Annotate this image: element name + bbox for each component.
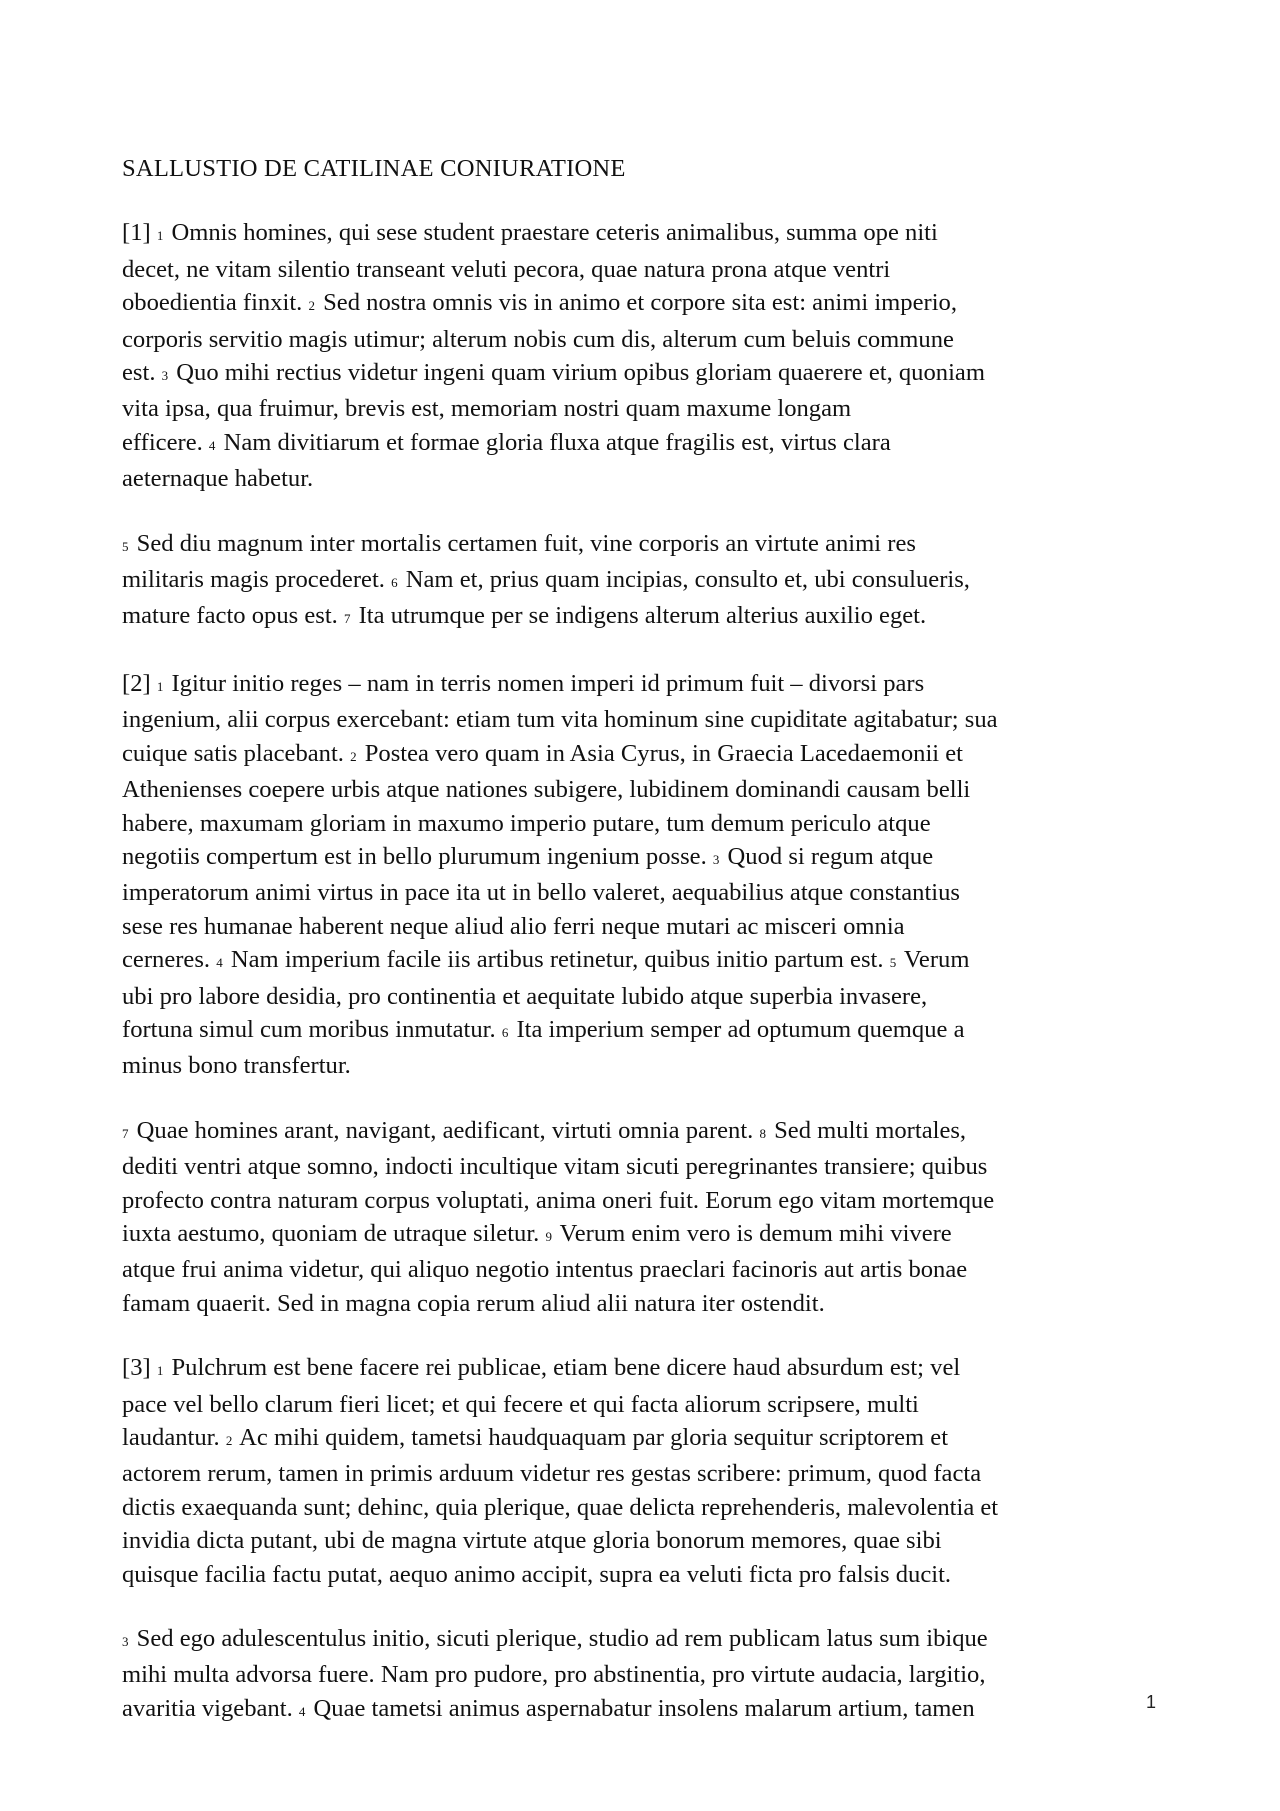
text-segment: militaris magis procederet. <box>122 566 392 594</box>
text-segment: cerneres. <box>122 946 217 974</box>
text-line <box>122 773 1172 806</box>
text-segment: Verum <box>898 946 970 974</box>
text-line <box>122 807 1172 840</box>
text-segment: decet, ne vitam silentio transeant veluti pecora, quae natura prona atque ventri <box>122 255 891 283</box>
verse-number: 1 <box>156 1363 164 1379</box>
verse-number: 4 <box>298 1703 306 1719</box>
text-line <box>122 1287 1172 1320</box>
page-number: 1 <box>1146 1692 1157 1712</box>
verse-number: 4 <box>216 955 223 971</box>
text-segment: avaritia vigebant. <box>122 1694 299 1722</box>
paragraph <box>122 216 1172 495</box>
verse-number: 7 <box>343 611 351 627</box>
text-line <box>122 1013 1172 1049</box>
verse-number: 8 <box>759 1125 766 1141</box>
text-segment: est. <box>122 359 162 387</box>
text-segment: Ita utrumque per se indigens alterum alterius auxilio eget. <box>352 602 927 630</box>
text-line <box>122 1421 1172 1457</box>
text-segment: mature facto opus est. <box>122 602 344 630</box>
text-line <box>122 253 1172 286</box>
text-segment: Postea vero quam in Asia Cyrus, in Graecia Lacedaemonii et <box>358 739 964 767</box>
text-segment: profecto contra naturam corpus voluptati, anima oneri fuit. Eorum ego vitam mortemque <box>122 1186 995 1214</box>
text-segment: Nam divitiarum et formae gloria fluxa atque fragilis est, virtus clara <box>217 428 891 456</box>
text-segment: Quae tametsi animus aspernabatur insolens malarum artium, tamen <box>307 1694 975 1722</box>
text-segment: Quae homines arant, navigant, aedificant, virtuti omnia parent. <box>130 1116 760 1144</box>
verse-number: 5 <box>122 538 129 554</box>
text-line <box>122 1524 1172 1557</box>
text-line <box>122 1558 1172 1591</box>
text-line <box>122 1114 1172 1150</box>
verse-number: 4 <box>208 437 216 453</box>
text-line <box>122 667 1172 703</box>
text-line <box>122 910 1172 943</box>
text-line <box>122 703 1172 736</box>
text-segment: Sed nostra omnis vis in animo et corpore sita est: animi imperio, <box>316 289 957 317</box>
text-segment: Quod si regum atque <box>721 842 934 870</box>
text-line <box>122 1351 1172 1387</box>
verse-number: 3 <box>122 1634 129 1650</box>
text-line <box>122 1622 1172 1658</box>
text-segment: corporis servitio magis utimur; alterum nobis cum dis, alterum cum beluis commune <box>122 325 954 353</box>
text-segment: Sed ego adulescentulus initio, sicuti plerique, studio ad rem publicam latus sum ibique <box>130 1625 988 1653</box>
verse-number: 9 <box>545 1228 552 1244</box>
text-line <box>122 462 1172 495</box>
text-segment: imperatorum animi virtus in pace ita ut in bello valeret, aequabilius atque constantius <box>122 879 961 907</box>
text-segment: ubi pro labore desidia, pro continentia et aequitate lubido atque superbia invasere, <box>122 982 928 1010</box>
document-body <box>122 152 1172 1759</box>
text-line <box>122 1457 1172 1490</box>
text-line <box>122 943 1172 979</box>
text-segment: Omnis homines, qui sese student praestare ceteris animalibus, summa ope niti <box>165 219 938 247</box>
verse-number: 1 <box>156 678 164 694</box>
text-line <box>122 426 1172 462</box>
text-line <box>122 356 1172 392</box>
text-line <box>122 1184 1172 1217</box>
verse-number: 6 <box>391 575 398 591</box>
text-line <box>122 1692 1172 1728</box>
text-segment: fortuna simul cum moribus inmutatur. <box>122 1015 502 1043</box>
text-line <box>122 737 1172 773</box>
text-segment: aeternaque habetur. <box>122 465 314 493</box>
verse-number: 2 <box>308 298 315 314</box>
paragraph <box>122 1351 1172 1591</box>
text-line <box>122 1491 1172 1524</box>
text-segment: mihi multa advorsa fuere. Nam pro pudore, pro abstinentia, pro virtute audacia, largitio, <box>122 1661 986 1689</box>
verse-number: 2 <box>225 1433 233 1448</box>
text-segment: efficere. <box>122 428 209 456</box>
text-segment: sese res humanae haberent neque aliud alio ferri neque mutari ac misceri omnia <box>122 912 905 940</box>
paragraph <box>122 527 1172 636</box>
verse-number: 7 <box>122 1125 129 1141</box>
text-segment: Sed diu magnum inter mortalis certamen fuit, vine corporis an virtute animi res <box>130 529 916 557</box>
text-segment: minus bono transfertur. <box>122 1052 351 1080</box>
text-line <box>122 323 1172 356</box>
text-segment: iuxta aestumo, quoniam de utraque siletur. <box>122 1219 546 1247</box>
text-line <box>122 563 1172 599</box>
text-segment: invidia dicta putant, ubi de magna virtute atque gloria bonorum memores, quae sibi <box>122 1527 942 1555</box>
text-segment: atque frui anima videtur, qui aliquo negotio intentus praeclari facinoris aut artis bonae <box>122 1256 968 1284</box>
text-line <box>122 1658 1172 1691</box>
text-segment: Ac mihi quidem, tametsi haudquaquam par gloria sequitur scriptorem et <box>234 1424 949 1451</box>
text-segment: Nam imperium facile iis artibus retinetur, quibus initio partum est. <box>224 946 890 974</box>
text-segment: Quo mihi rectius videtur ingeni quam virium opibus gloriam quaerere et, quoniam <box>170 359 985 387</box>
text-line <box>122 1217 1172 1253</box>
verse-number: 1 <box>156 228 164 244</box>
text-line <box>122 527 1172 563</box>
text-segment: famam quaerit. Sed in magna copia rerum aliud alii natura iter ostendit. <box>122 1289 825 1317</box>
text-line <box>122 216 1172 252</box>
text-segment: negotiis compertum est in bello plurumum ingenium posse. <box>122 842 713 870</box>
text-segment: Pulchrum est bene facere rei publicae, etiam bene dicere haud absurdum est; vel <box>165 1354 961 1382</box>
text-line <box>122 1150 1172 1183</box>
text-line <box>122 286 1172 322</box>
verse-number: 5 <box>889 955 897 971</box>
text-segment: actorem rerum, tamen in primis arduum videtur res gestas scribere: primum, quod facta <box>122 1460 982 1488</box>
text-line <box>122 980 1172 1013</box>
text-line <box>122 392 1172 425</box>
text-segment: oboedientia finxit. <box>122 289 309 317</box>
document-title: SALLUSTIO DE CATILINAE CONIURATIONE <box>122 155 626 182</box>
text-segment: Igitur initio reges – nam in terris nomen imperi id primum fuit – divorsi pars <box>165 669 925 697</box>
text-segment: habere, maxumam gloriam in maxumo imperio putare, tum demum periculo atque <box>122 809 931 837</box>
text-line <box>122 876 1172 909</box>
text-segment: dediti ventri atque somno, indocti incultique vitam sicuti peregrinantes transiere; quibus <box>122 1153 988 1181</box>
text-line <box>122 1253 1172 1286</box>
text-segment: Ita imperium semper ad optumum quemque a <box>510 1015 965 1043</box>
text-line <box>122 599 1172 635</box>
text-segment: [1] <box>122 219 157 247</box>
text-segment: Nam et, prius quam incipias, consulto et, ubi consulueris, <box>399 566 970 594</box>
text-segment: [2] <box>122 669 157 697</box>
text-segment: dictis exaequanda sunt; dehinc, quia plerique, quae delicta reprehenderis, malevolentia et <box>122 1493 999 1521</box>
paragraph-list <box>122 216 1172 1728</box>
verse-number: 3 <box>712 851 720 867</box>
paragraph <box>122 667 1172 1083</box>
paragraph <box>122 1622 1172 1728</box>
text-line <box>122 1388 1172 1421</box>
text-segment: Sed multi mortales, <box>767 1116 967 1144</box>
text-segment: Verum enim vero is demum mihi vivere <box>553 1219 952 1247</box>
text-segment: pace vel bello clarum fieri licet; et qui fecere et qui facta aliorum scripsere, multi <box>122 1390 919 1418</box>
text-segment: vita ipsa, qua fruimur, brevis est, memoriam nostri quam maxume longam <box>122 395 852 423</box>
paragraph <box>122 1114 1172 1320</box>
text-segment: cuique satis placebant. <box>122 739 351 767</box>
verse-number: 2 <box>350 748 357 764</box>
text-line <box>122 840 1172 876</box>
verse-number: 6 <box>501 1024 509 1040</box>
text-segment: Athenienses coepere urbis atque nationes subigere, lubidinem dominandi causam belli <box>122 776 971 804</box>
text-segment: quisque facilia factu putat, aequo animo accipit, supra ea veluti ficta pro falsis ducit. <box>122 1560 952 1588</box>
verse-number: 3 <box>161 368 169 384</box>
text-segment: laudantur. <box>122 1424 226 1451</box>
text-segment: [3] <box>122 1354 157 1382</box>
text-segment: ingenium, alii corpus exercebant: etiam tum vita hominum sine cupiditate agitabatur; sua <box>122 706 998 734</box>
text-line <box>122 1049 1172 1082</box>
